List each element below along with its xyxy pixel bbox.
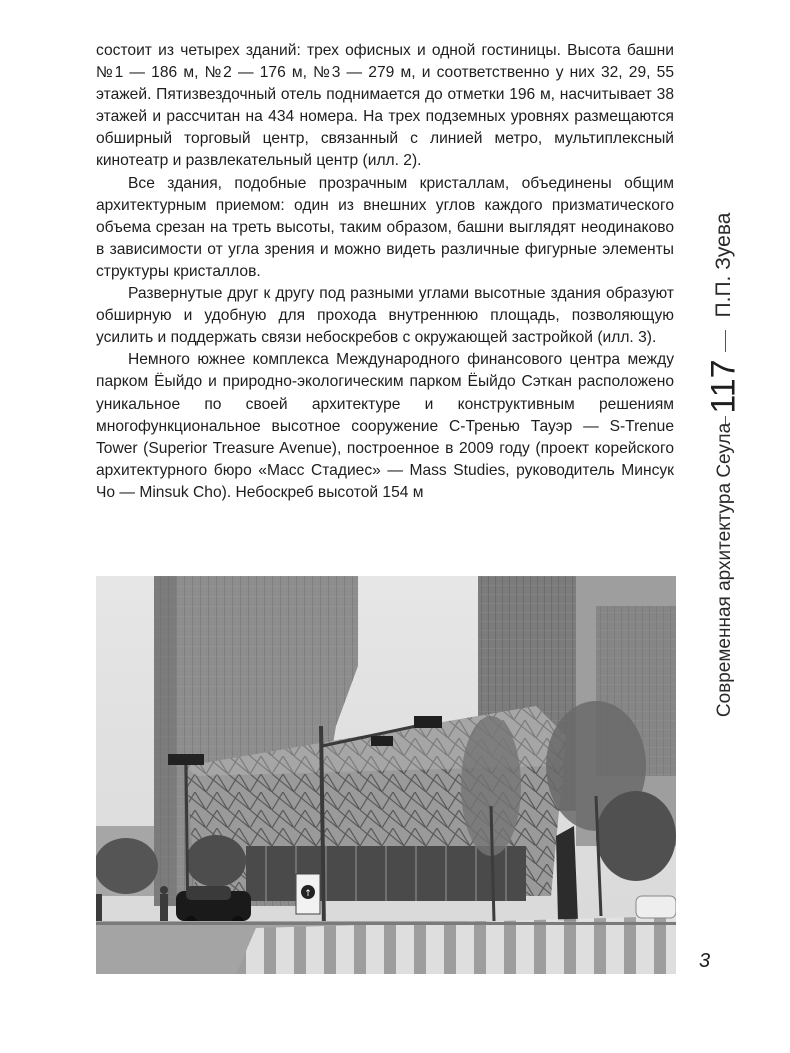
sidebar-author: П.П. Зуева xyxy=(712,212,735,318)
paragraph: Все здания, подобные прозрачным кристаллам, объединены общим архитектурным приемом: один из внешних углов каждого призматического объема срезан на треть высоты, таким образом, башни выглядят неодинаково в зависимости от угла зрения и можно видеть различные фигурные элементы структуры кристаллов. xyxy=(96,174,674,280)
page-number: 3 xyxy=(699,950,711,972)
building-photo xyxy=(96,576,676,974)
paragraph: состоит из четырех зданий: трех офисных и одной гостиницы. Высота башни №1 — 186 м, №2 — 176 м, №3 — 279 м, и соответственно у них 32, 29, 55 этажей. Пятизвездочный отель поднимается до отметки 196 м, насчитывает 38 этажей и рассчитан на 434 номера. На трех подземных уровнях размещаются обширный торговый центр, связанный с линией метро, мультиплексный кинотеатр и развлекательный центр (илл. 2). xyxy=(96,42,674,170)
sidebar-page-wrap xyxy=(694,355,754,415)
body-text xyxy=(96,40,674,504)
sidebar-author-wrap xyxy=(694,205,754,325)
sidebar-page-number: 117 xyxy=(704,359,743,414)
photo-illustration xyxy=(96,576,676,974)
paragraph: Развернутые друг к другу под разными углами высотные здания образуют обширную и удобную для прохода внутреннюю площадь, позволяющую усилить и поддержать связи небоскребов с окружающей застройкой (илл. 3). xyxy=(96,285,674,347)
paragraph: Немного южнее комплекса Международного финансового центра между парком Ёыйдо и природно-экологическим парком Ёыйдо Сэткан расположено уникальное по своей архитектуре и конструктивным решениям многофункциональное высотное сооружение С-Тренью Тауэр — S-Trenue Tower (Superior Treasure Avenue), построенное в 2009 году (проект корейского архитектурного бюро «Масс Стадиес» — Mass Studies, руководитель Минсук Чо — Minsuk Cho). Небоскреб высотой 154 м xyxy=(96,351,674,501)
sidebar-book-title: Современная архитектура Сеула xyxy=(714,422,735,718)
sidebar-title-wrap xyxy=(694,422,754,718)
svg-text:↑: ↑ xyxy=(304,889,312,899)
